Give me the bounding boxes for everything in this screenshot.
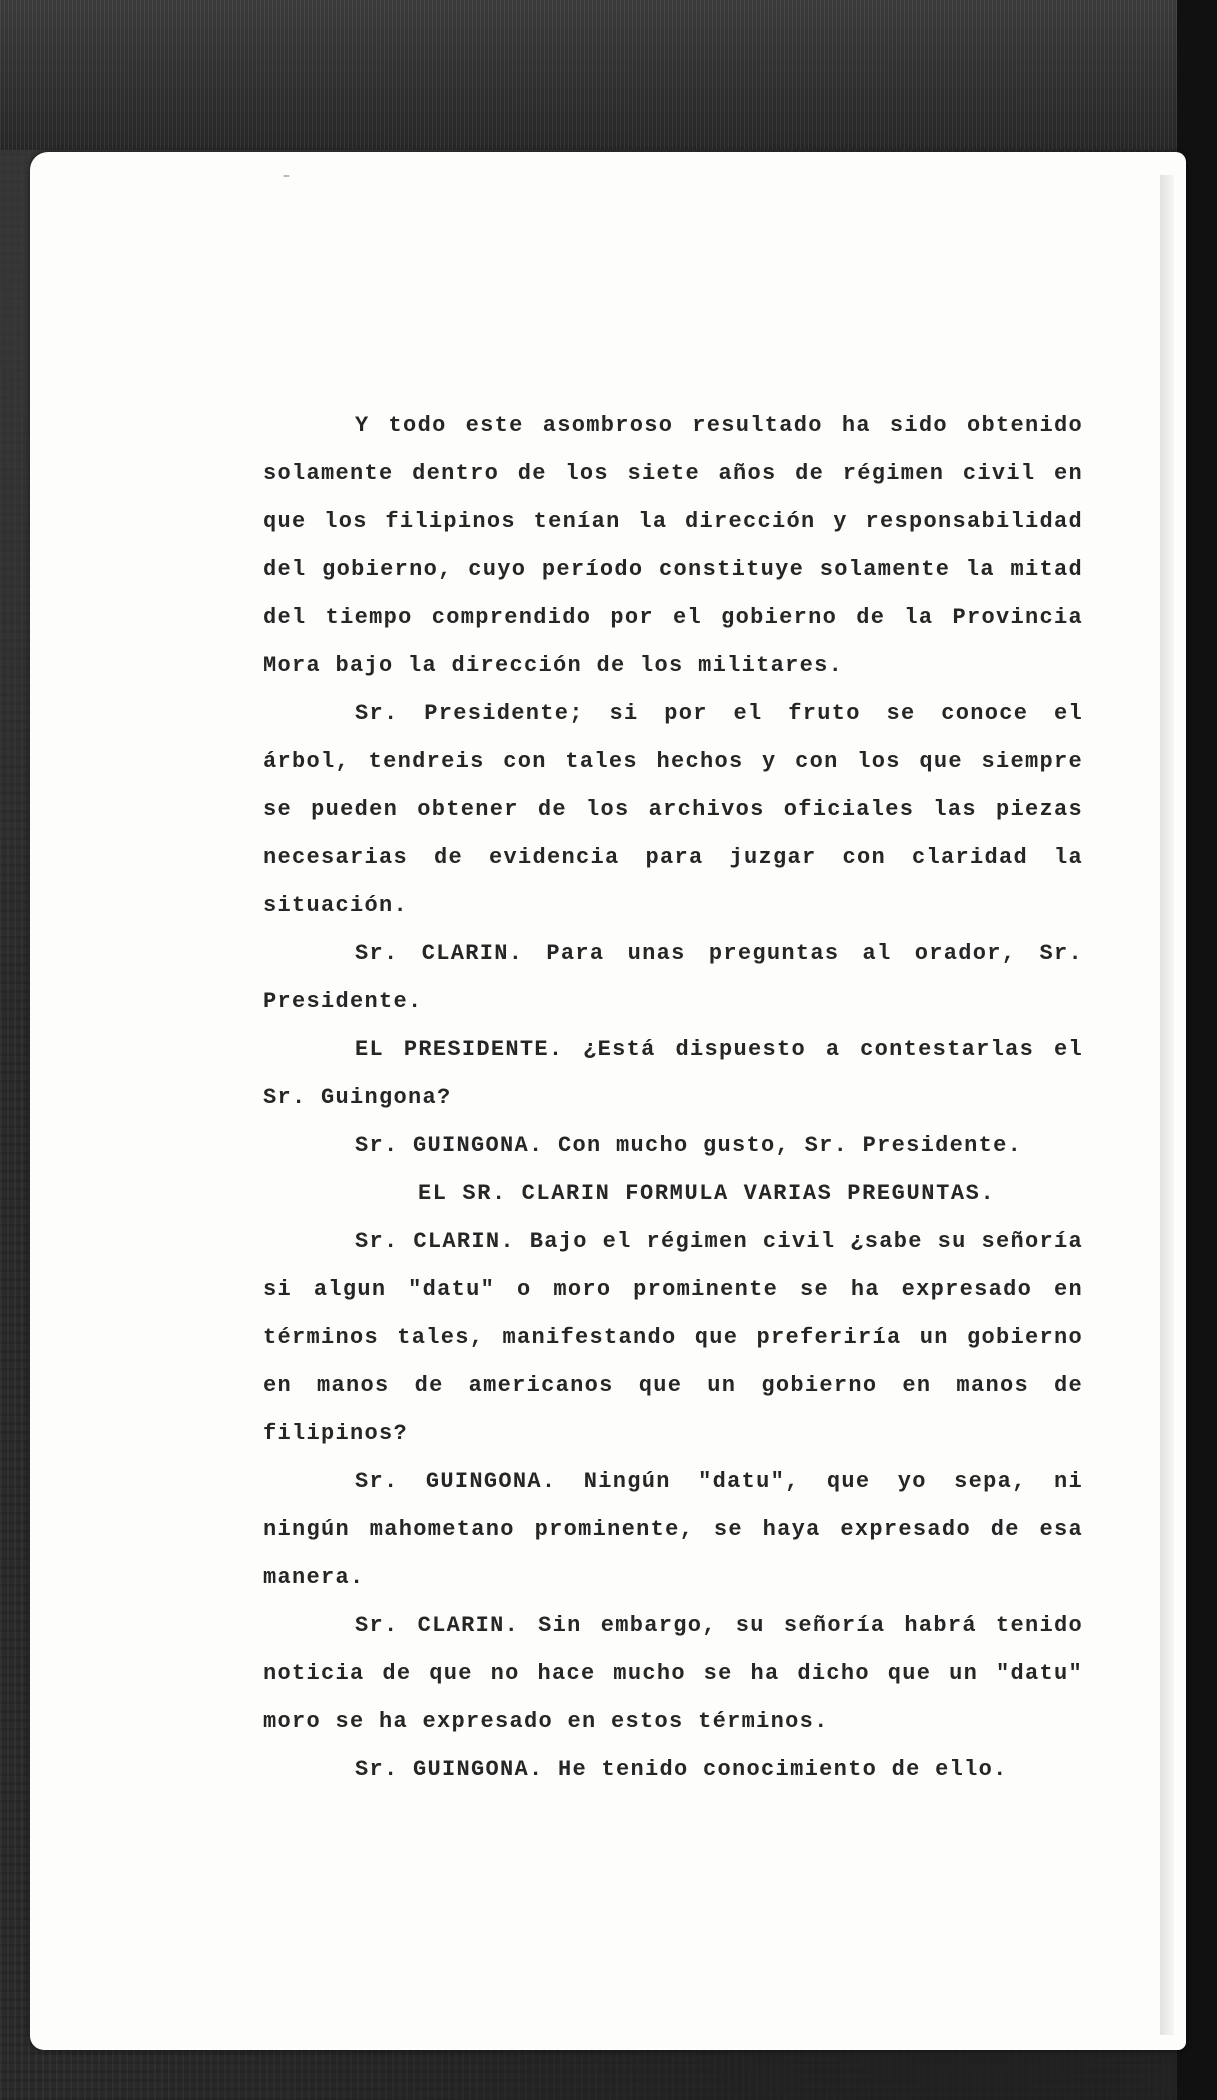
- section-heading: EL SR. CLARIN FORMULA VARIAS PREGUNTAS.: [418, 1181, 996, 1206]
- scan-top-border: [0, 0, 1217, 150]
- paragraph: Y todo este asombroso resultado ha sido obtenido solamente dentro de los siete años de régimen civil en que los filipinos tenían la dirección y responsabilidad del gobierno, cuyo período constituye solamente la mitad del tiempo comprendido por el gobierno de la Provincia Mora bajo la dirección de los militares.: [263, 413, 1083, 678]
- scan-speck: –: [283, 168, 290, 184]
- paragraph: Sr. CLARIN. Sin embargo, su señoría habrá tenido noticia de que no hace mucho se ha dicho que un "datu" moro se ha expresado en estos términos.: [263, 1613, 1083, 1734]
- paragraph: Sr. GUINGONA. He tenido conocimiento de ello.: [355, 1757, 1008, 1782]
- page-edge-shadow: [1160, 175, 1174, 2035]
- paragraph: Sr. GUINGONA. Con mucho gusto, Sr. Presidente.: [355, 1133, 1023, 1158]
- paragraph: EL PRESIDENTE. ¿Está dispuesto a contestarlas el Sr. Guingona?: [263, 1037, 1083, 1110]
- paragraph: Sr. Presidente; si por el fruto se conoce el árbol, tendreis con tales hechos y con los que siempre se pueden obtener de los archivos oficiales las piezas necesarias de evidencia para juzgar con claridad la situación.: [263, 701, 1083, 918]
- paragraph: Sr. CLARIN. Para unas preguntas al orador, Sr. Presidente.: [263, 941, 1083, 1014]
- paragraph: Sr. CLARIN. Bajo el régimen civil ¿sabe su señoría si algun "datu" o moro prominente se ha expresado en términos tales, manifestando que preferiría un gobierno en manos de americanos que un gobierno en manos de filipinos?: [263, 1229, 1083, 1446]
- document-text: [263, 402, 1083, 1794]
- paragraph: Sr. GUINGONA. Ningún "datu", que yo sepa, ni ningún mahometano prominente, se haya expresado de esa manera.: [263, 1469, 1083, 1590]
